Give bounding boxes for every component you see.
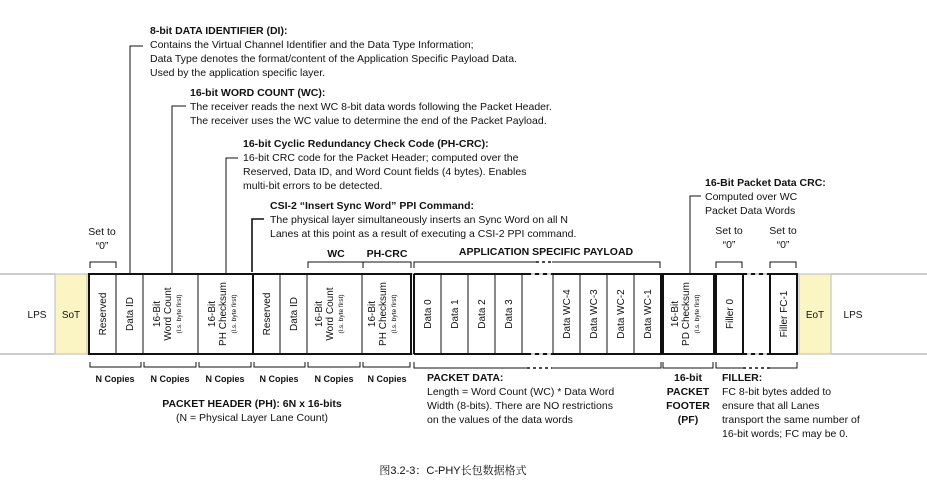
n-copies-3: N Copies: [205, 374, 245, 384]
wc-leader: [172, 106, 186, 273]
cell-16bit-pd: 16-Bit: [670, 300, 681, 328]
crc-line-2: Reserved, Data ID, and Word Count fields (4 bytes). Enables: [243, 166, 527, 178]
pd-title: PACKET DATA:: [427, 372, 504, 384]
set-to-label: Set to: [88, 226, 116, 238]
cell-16bit-wc: 16-Bit: [152, 300, 163, 328]
cell-word-count-2: Word Count: [325, 287, 336, 341]
pd-annotation: [427, 372, 614, 426]
pf-line-2: PACKET: [666, 386, 710, 398]
cell-word-count: Word Count: [163, 287, 174, 341]
pdcrc-line-1: Computed over WC: [705, 191, 798, 203]
cell-16bit-wc-2: 16-Bit: [314, 300, 325, 328]
cell-filler-0: Filler 0: [725, 298, 736, 330]
crc-title: 16-bit Cyclic Redundancy Check Code (PH-CRC):: [243, 138, 489, 150]
n-copies-6: N Copies: [367, 374, 407, 384]
di-line-1: Contains the Virtual Channel Identifier and the Data Type Information;: [150, 39, 474, 51]
pd-line-2: Width (8-bits). There are NO restrictions: [427, 400, 613, 412]
pdcrc-title: 16-Bit Packet Data CRC:: [705, 177, 826, 189]
sot-label: SoT: [61, 310, 81, 321]
set-to-zero-left: [88, 226, 116, 252]
pf-annotation: [666, 372, 710, 426]
filler-line-1: FC 8-bit bytes added to: [722, 386, 832, 398]
set-to-bracket-filler0: [716, 262, 742, 268]
cell-data-wc-4: Data WC-4: [562, 289, 573, 339]
di-title: 8-bit DATA IDENTIFIER (DI):: [150, 25, 288, 37]
zero-label: “0”: [95, 240, 109, 252]
wc-label: WC: [327, 248, 345, 260]
pd-line-1: Length = Word Count (WC) * Data Word: [427, 386, 615, 398]
set-to-label: Set to: [769, 225, 797, 237]
di-annotation: [150, 25, 517, 79]
n-copies-5: N Copies: [314, 374, 354, 384]
filler-line-3: transport the same number of: [722, 414, 860, 426]
bottom-brackets: [90, 362, 797, 368]
crc-line-3: multi-bit errors to be detected.: [243, 180, 383, 192]
wc-line-1: The receiver reads the next WC 8-bit data words following the Packet Header.: [190, 101, 552, 113]
pf-line-4: (PF): [677, 414, 699, 426]
cell-data-wc-1: Data WC-1: [643, 289, 654, 339]
figure-caption: 图3.2-3：C-PHY长包数据格式: [379, 465, 527, 477]
cell-16bit-ph-2: 16-Bit: [367, 300, 378, 328]
wc-title: 16-bit WORD COUNT (WC):: [190, 87, 326, 99]
cell-lsb: (l.s. byte first): [694, 294, 701, 334]
cell-16bit-ph: 16-Bit: [207, 300, 218, 328]
payload-gap: [527, 274, 552, 354]
cell-reserved: Reserved: [98, 292, 109, 336]
crc-leader: [226, 158, 238, 273]
cell-data-0: Data 0: [423, 299, 434, 329]
pf-line-3: FOOTER: [666, 400, 710, 412]
sync-line-1: The physical layer simultaneously inserts an Sync Word on all N: [270, 214, 569, 226]
cell-data-wc-2: Data WC-2: [616, 289, 627, 339]
pdcrc-annotation: [705, 177, 826, 217]
wc-bracket: [308, 262, 363, 268]
n-copies-row: [95, 374, 406, 384]
crc-line-1: 16-bit CRC code for the Packet Header; computed over the: [243, 152, 519, 164]
phcrc-label: PH-CRC: [366, 248, 408, 260]
di-line-3: Used by the application specific layer.: [150, 67, 326, 79]
packet-row: [0, 274, 927, 354]
payload-block-left: [414, 274, 527, 354]
header-block: [89, 274, 411, 354]
cell-data-3: Data 3: [504, 299, 515, 329]
di-line-2: Data Type denotes the format/content of the Application Specific Payload Data.: [150, 53, 517, 65]
cell-lsb: (l.s. byte first): [231, 294, 238, 334]
cell-reserved-2: Reserved: [262, 292, 273, 336]
crc-annotation: [243, 138, 526, 192]
n-copies-1: N Copies: [95, 374, 135, 384]
wc-annotation: [190, 87, 552, 127]
sync-line-2: Lanes at this point as a result of executing a CSI-2 PPI command.: [270, 228, 577, 240]
cell-lsb: (l.s. byte first): [391, 294, 398, 334]
sync-title: CSI-2 “Insert Sync Word” PPI Command:: [270, 200, 475, 212]
ph-sub: (N = Physical Layer Lane Count): [175, 412, 329, 424]
cell-data-1: Data 1: [450, 299, 461, 329]
cell-filler-fc: Filler FC-1: [779, 290, 790, 338]
filler-line-2: ensure that all Lanes: [722, 400, 820, 412]
lps-right: LPS: [843, 310, 863, 321]
pf-line-1: 16-bit: [673, 372, 703, 384]
payload-bracket-left: [414, 262, 536, 268]
cell-data-2: Data 2: [477, 299, 488, 329]
cell-lsb: (l.s. byte first): [176, 294, 183, 334]
pdcrc-line-2: Packet Data Words: [705, 205, 796, 217]
n-copies-4: N Copies: [259, 374, 299, 384]
eot-label: EoT: [805, 310, 825, 321]
sync-annotation: [270, 200, 576, 240]
pd-line-3: on the values of the data words: [427, 414, 573, 426]
n-copies-2: N Copies: [150, 374, 190, 384]
filler-gap: [743, 274, 770, 354]
pdcrc-leader: [690, 196, 701, 273]
sync-leader: [252, 219, 264, 272]
cell-ph-checksum-2: PH Checksum: [378, 282, 389, 346]
lps-left: LPS: [27, 310, 47, 321]
zero-label: “0”: [722, 239, 736, 251]
wc-line-2: The receiver uses the WC value to determine the end of the Packet Payload.: [190, 115, 547, 127]
ph-title: PACKET HEADER (PH): 6N x 16-bits: [162, 398, 342, 410]
set-to-label: Set to: [715, 225, 743, 237]
zero-label: “0”: [776, 239, 790, 251]
di-leader: [130, 46, 143, 273]
set-to-zero-fillerfc: [769, 225, 797, 251]
filler-title: FILLER:: [722, 372, 763, 384]
set-to-bracket-fillerfc: [770, 262, 796, 268]
set-to-zero-filler0: [715, 225, 743, 251]
filler-annotation: [722, 372, 860, 440]
cell-data-wc-3: Data WC-3: [589, 289, 600, 339]
cell-lsb: (l.s. byte first): [338, 294, 345, 334]
payload-bracket-right: [552, 262, 660, 268]
payload-label: APPLICATION SPECIFIC PAYLOAD: [458, 246, 634, 258]
filler-line-4: 16-bit words; FC may be 0.: [722, 428, 849, 440]
set-to-bracket-left: [90, 262, 116, 268]
cell-data-id-2: Data ID: [289, 297, 300, 331]
cell-ph-checksum: PH Checksum: [218, 282, 229, 346]
cell-data-id: Data ID: [125, 297, 136, 331]
payload-block-right: [552, 274, 661, 354]
cell-pd-checksum: PD Checksum: [681, 282, 692, 346]
phcrc-bracket: [363, 262, 411, 268]
